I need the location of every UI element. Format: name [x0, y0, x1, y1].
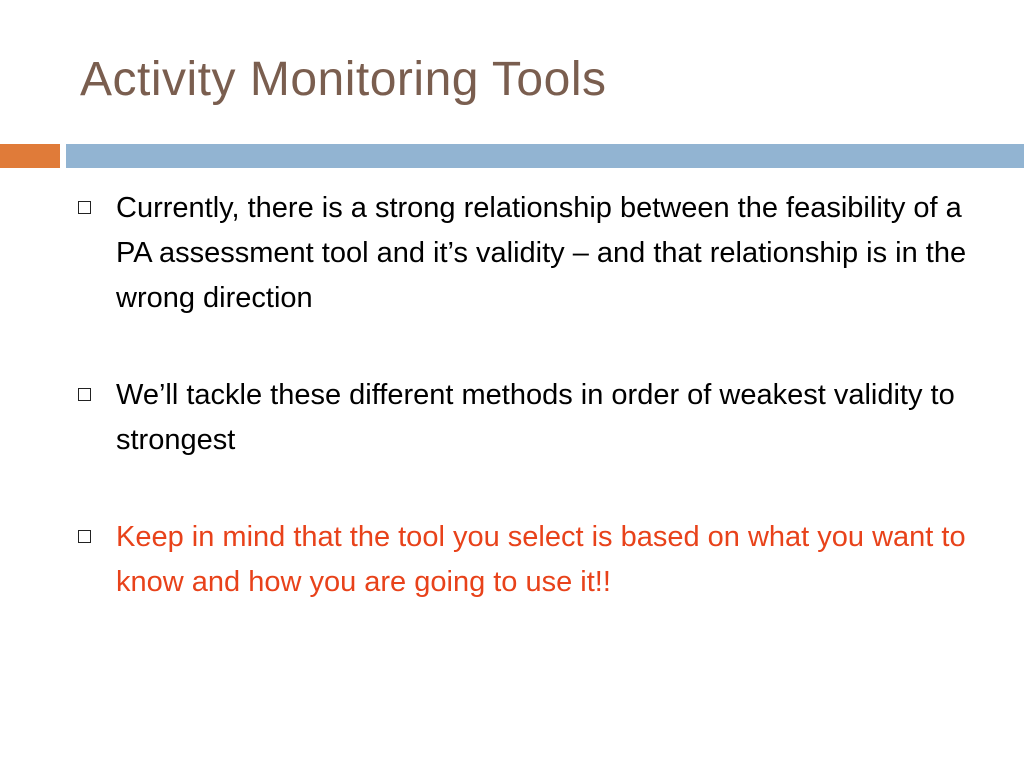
bullet-item-highlight: [78, 515, 978, 605]
square-bullet-icon: [78, 530, 91, 543]
slide-title: Activity Monitoring Tools: [80, 53, 607, 106]
bullet-text: We’ll tackle these different methods in order of weakest validity to strongest: [116, 379, 955, 456]
blue-accent-bar: [66, 144, 1024, 168]
orange-accent-bar: [0, 144, 60, 168]
bullet-item: [78, 373, 978, 463]
bullet-text: Keep in mind that the tool you select is based on what you want to know and how you are going to use it!!: [116, 521, 966, 598]
bullet-list: [78, 186, 978, 605]
bullet-text: Currently, there is a strong relationship between the feasibility of a PA assessment tool and it’s validity – and that relationship is in the wrong direction: [116, 192, 967, 314]
square-bullet-icon: [78, 201, 91, 214]
bullet-item: [78, 186, 978, 321]
square-bullet-icon: [78, 388, 91, 401]
